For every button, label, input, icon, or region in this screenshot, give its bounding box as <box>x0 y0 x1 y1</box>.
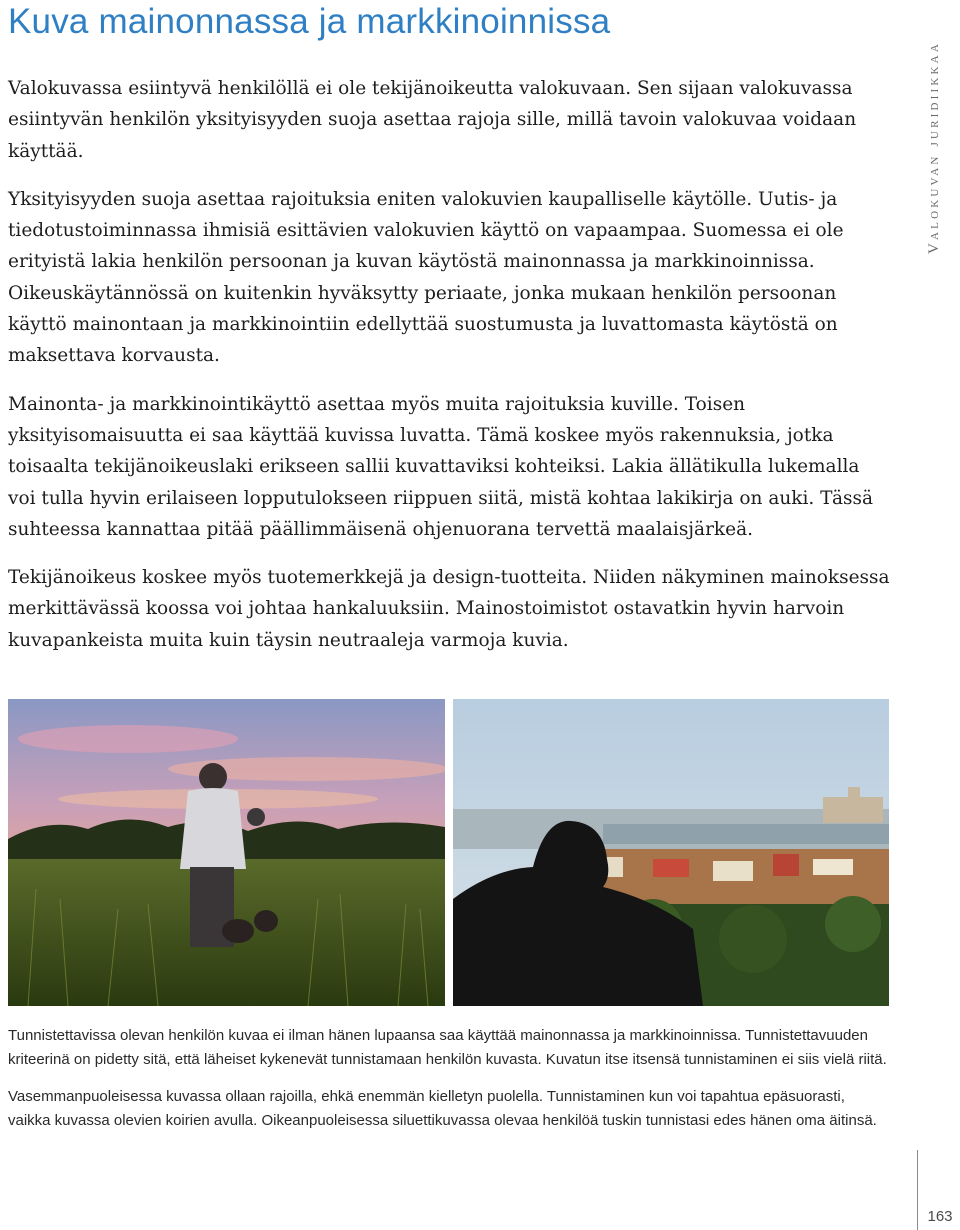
page-corner-rule <box>917 1150 918 1230</box>
caption-paragraph: Tunnistettavissa olevan henkilön kuvaa ei ilman hänen lupaansa saa käyttää mainonnassa ja markkinoinnissa. Tunnistettavuuden kriteerinä on pidetty sitä, että läheiset kykenevät tunnistamaan henkilön kuvasta. Kuvatun itse itsensä tunnistaminen ei siis vielä riitä. <box>8 1027 887 1068</box>
photo-caption <box>8 1024 888 1146</box>
running-header: Valokuvan juridiikkaa <box>926 41 942 254</box>
paragraph: Tekijänoikeus koskee myös tuotemerkkejä ja design-tuotteita. Niiden näkyminen mainoksessa merkittävässä koossa voi johtaa hankaluuksiin. Mainostoimistot ostavatkin hyvin harvoin kuvapankeista muita kuin täysin neutraaleja varmoja kuvia. <box>8 567 890 651</box>
photo-meadow-sunset <box>8 699 445 1006</box>
page-title: Kuva mainonnassa ja markkinoinnissa <box>8 2 611 41</box>
photo-city-silhouette <box>453 699 889 1006</box>
body-text <box>8 73 892 673</box>
meadow-sunset-image <box>8 699 445 1006</box>
paragraph: Yksityisyyden suoja asettaa rajoituksia eniten valokuvien kaupalliselle käytölle. Uutis- ja tiedotustoiminnassa ihmisiä esittävien valokuvien käyttö on vapaampaa. Suomessa ei ole erityistä lakia henkilön persoonan ja kuvan käytöstä mainonnassa ja markkinoinnissa. Oikeuskäytännössä on kuitenkin hyväksytty periaate, jonka mukaan henkilön persoonan käyttö mainontaan ja markkinointiin edellyttää suostumusta ja luvattomasta käytöstä on maksettava korvausta. <box>8 188 844 367</box>
page-number: 163 <box>927 1208 953 1225</box>
paragraph: Valokuvassa esiintyvä henkilöllä ei ole tekijänoikeutta valokuvaan. Sen sijaan valokuvassa esiintyvän henkilön yksityisyyden suoja asettaa rajoja sille, millä tavoin valokuvaa voidaan käyttää. <box>8 78 857 162</box>
caption-paragraph: Vasemmanpuoleisessa kuvassa ollaan rajoilla, ehkä enemmän kielletyn puolella. Tunnistaminen kun voi tapahtua epäsuorasti, vaikka kuvassa olevien koirien avulla. Oikeanpuoleisessa siluettikuvassa olevaa henkilöä tuskin tunnistasi edes hänen oma äitinsä. <box>8 1088 877 1129</box>
city-silhouette-image <box>453 699 889 1006</box>
paragraph: Mainonta- ja markkinointikäyttö asettaa myös muita rajoituksia kuville. Toisen yksityisomaisuutta ei saa käyttää kuvissa luvatta. Tämä koskee myös rakennuksia, jotka toisaalta tekijänoikeuslaki erikseen sallii kuvattaviksi kohteiksi. Lakia ällätikulla lukemalla voi tulla hyvin erilaiseen lopputulokseen riippuen siitä, mistä kohtaa lakikirja on auki. Tässä suhteessa kannattaa pitää päällimmäisenä ohjenuorana tervettä maalaisjärkeä. <box>8 393 874 540</box>
